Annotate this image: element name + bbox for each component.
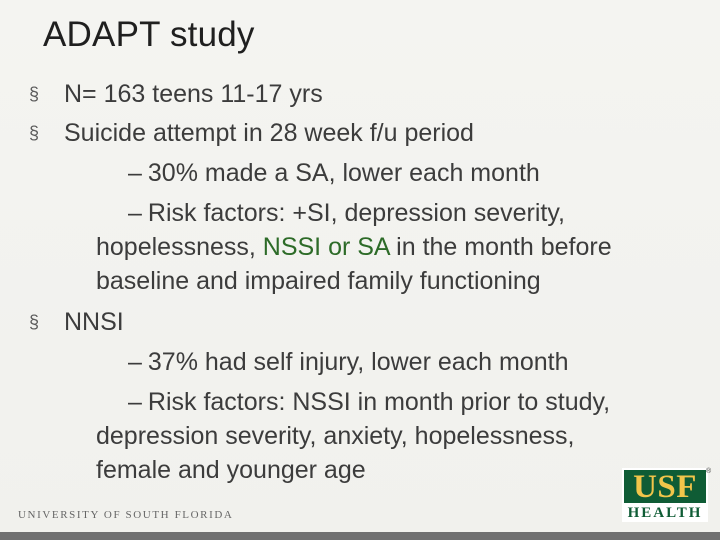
highlighted-nssi-or-sa: NSSI or SA <box>262 233 390 261</box>
footer-rule <box>0 532 720 540</box>
subitem-sa-rate-text: 30% made a SA, lower each month <box>147 159 540 187</box>
bullet-marker: § <box>29 123 40 143</box>
registered-mark: ® <box>706 468 712 475</box>
subitem-sa-risk-line-2 <box>96 230 612 264</box>
bullet-marker: § <box>29 312 40 332</box>
subitem-sa-risk-hopelessness: hopelessness, <box>96 233 263 261</box>
subitem-nssi-risk-line-2: depression severity, anxiety, hopelessness, <box>96 422 575 450</box>
usf-health-logo <box>622 468 708 522</box>
dash: – <box>128 159 142 187</box>
health-logo-text: HEALTH <box>627 505 703 521</box>
dash: – <box>128 388 142 416</box>
subitem-nssi-risk-line-3: female and younger age <box>96 456 366 484</box>
subitem-self-injury-rate <box>128 345 569 379</box>
subitem-sa-risk-line-3: baseline and impaired family functioning <box>96 267 541 295</box>
dash: – <box>128 348 142 376</box>
dash: – <box>128 199 142 227</box>
subitem-self-injury-text: 37% had self injury, lower each month <box>147 348 569 376</box>
subitem-sa-risk-month-before: in the month before <box>389 233 612 261</box>
subitem-sa-risk-line-1: Risk factors: +SI, depression severity, <box>147 199 565 227</box>
bullet-nnsi: NNSI <box>64 308 124 336</box>
subitem-sa-risk-factors <box>128 196 565 230</box>
university-wordmark: UNIVERSITY OF SOUTH FLORIDA <box>18 509 234 521</box>
slide-title: ADAPT study <box>43 15 255 54</box>
subitem-nssi-risk-factors <box>128 385 610 419</box>
bullet-marker: § <box>29 84 40 104</box>
subitem-nssi-risk-line-1: Risk factors: NSSI in month prior to study, <box>147 388 611 416</box>
bullet-sample-size: N= 163 teens 11-17 yrs <box>64 80 323 108</box>
usf-logo-text: USF <box>624 470 706 503</box>
bullet-suicide-attempt: Suicide attempt in 28 week f/u period <box>64 119 474 147</box>
subitem-sa-rate <box>128 156 540 190</box>
